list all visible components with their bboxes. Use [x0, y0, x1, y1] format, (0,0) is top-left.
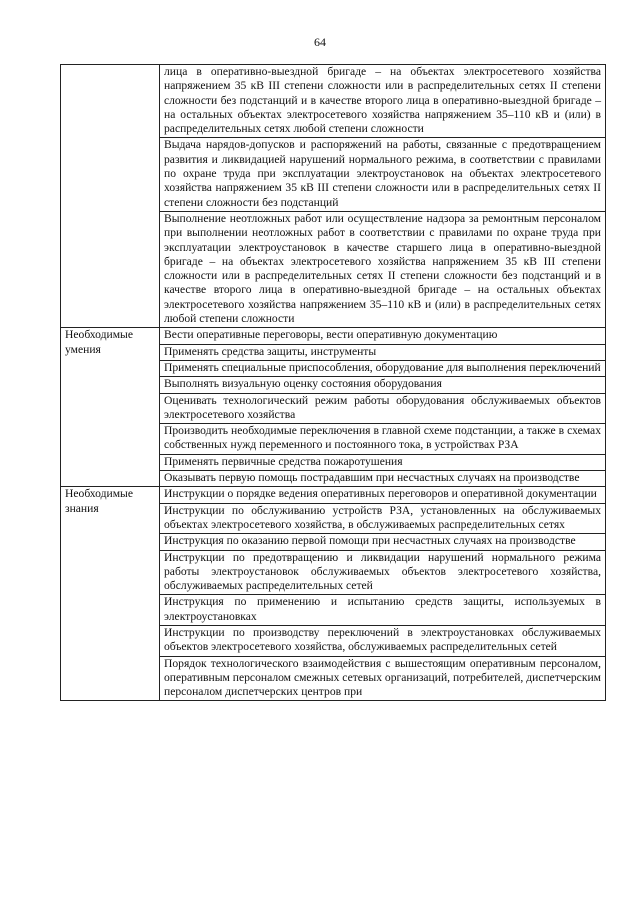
competency-table: [60, 64, 606, 701]
section-label: [61, 65, 160, 328]
section-label-knowledge: Необходимые знания: [61, 487, 160, 701]
table-cell: Инструкция по оказанию первой помощи при несчастных случаях на производстве: [160, 534, 606, 550]
table-cell: лица в оперативно-выездной бригаде – на объектах электросетевого хозяйства напряжением 35 кВ III степени сложности или в распределительных сетях II степени сложности без подстанций и в качестве второго лица в оперативно-выездной бригаде – на остальных объектах электросетевого хозяйства напряжением 35–110 кВ и (или) в распределительных сетях любой степени сложности: [160, 65, 606, 138]
table-cell: Оценивать технологический режим работы оборудования обслуживаемых объектов электросетевого хозяйства: [160, 393, 606, 424]
table-cell: Выполнять визуальную оценку состояния оборудования: [160, 377, 606, 393]
table-cell: Выдача нарядов-допусков и распоряжений на работы, связанные с предотвращением развития и ликвидацией нарушений нормального режима, в соответствии с правилами по охране труда при эксплуатации электроустановок на объектах электросетевого хозяйства напряжением 35 кВ III степени сложности или в распределительных сетях II степени сложности без подстанций: [160, 138, 606, 211]
page-number: 64: [314, 35, 326, 49]
table-row: [61, 328, 606, 344]
table-cell: Выполнение неотложных работ или осуществление надзора за ремонтным персоналом при выполнении неотложных работ в соответствии с правилами по охране труда при эксплуатации электроустановок в качестве старшего лица в оперативно-выездной бригаде – на объектах электросетевого хозяйства напряжением 35 кВ III степени сложности или в распределительных сетях II степени сложности без подстанций и в качестве второго лица в оперативно-выездной бригаде – на остальных объектах электросетевого хозяйства напряжением 35–110 кВ и (или) в распределительных сетях любой степени сложности: [160, 211, 606, 327]
table-cell: Оказывать первую помощь пострадавшим при несчастных случаях на производстве: [160, 471, 606, 487]
table-cell: Вести оперативные переговоры, вести оперативную документацию: [160, 328, 606, 344]
table-cell: Инструкции о порядке ведения оперативных переговоров и оперативной документации: [160, 487, 606, 503]
table-cell: Производить необходимые переключения в главной схеме подстанции, а также в схемах собственных нужд переменного и постоянного тока, в устройствах РЗА: [160, 424, 606, 455]
table-cell: Инструкция по применению и испытанию средств защиты, используемых в электроустановках: [160, 595, 606, 626]
table-cell: Применять специальные приспособления, оборудование для выполнения переключений: [160, 360, 606, 376]
table-cell: Применять средства защиты, инструменты: [160, 344, 606, 360]
table-row: [61, 65, 606, 138]
table-row: [61, 487, 606, 503]
table-cell: Порядок технологического взаимодействия с вышестоящим оперативным персоналом, оперативным персоналом смежных сетевых организаций, потребителей, диспетчерским персоналом диспетчерских центров при: [160, 656, 606, 701]
table-cell: Инструкции по обслуживанию устройств РЗА, установленных на обслуживаемых объектах электросетевого хозяйства, в обслуживаемых распределительных сетях: [160, 503, 606, 534]
table-cell: Инструкции по предотвращению и ликвидации нарушений нормального режима работы электроустановок обслуживаемых объектов электросетевого хозяйства, обслуживаемых распределительных сетей: [160, 550, 606, 595]
section-label-skills: Необходимые умения: [61, 328, 160, 487]
table-cell: Применять первичные средства пожаротушения: [160, 454, 606, 470]
table-cell: Инструкции по производству переключений в электроустановках обслуживаемых объектов электросетевого хозяйства, обслуживаемых распределительных сетей: [160, 625, 606, 656]
